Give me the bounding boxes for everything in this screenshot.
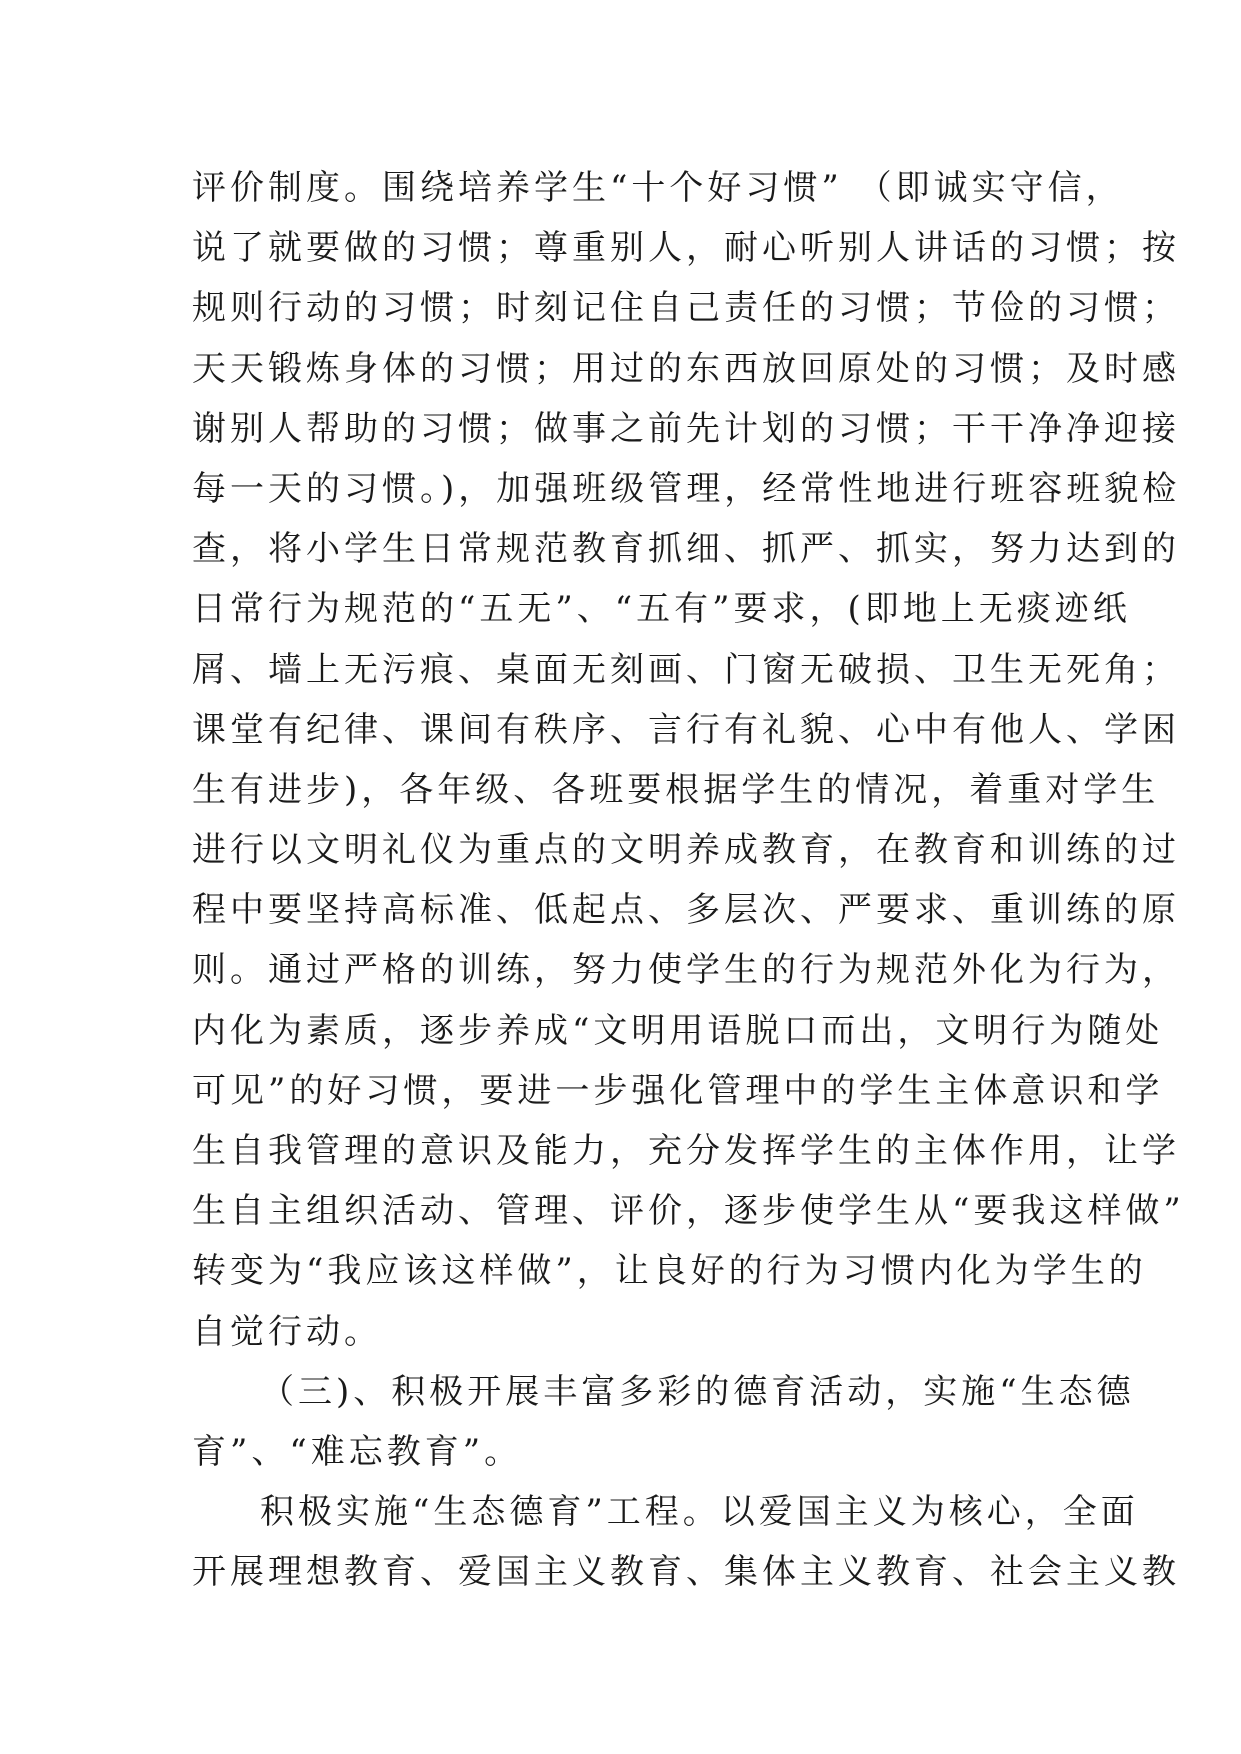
text-line: 转变为“我应该这样做”，让良好的行为习惯内化为学生的: [192, 1251, 1147, 1292]
text-line: 谢别人帮助的习惯；做事之前先计划的习惯；干干净净迎接: [192, 408, 1180, 449]
text-line: 生自主组织活动、管理、评价，逐步使学生从“要我这样做”: [192, 1191, 1185, 1232]
text-line: 规则行动的习惯；时刻记住自己责任的习惯；节俭的习惯；: [192, 288, 1180, 329]
text-line: 进行以文明礼仪为重点的文明养成教育，在教育和训练的过: [192, 830, 1180, 871]
text-line: 可见”的好习惯，要进一步强化管理中的学生主体意识和学: [192, 1070, 1164, 1111]
text-line: 生有进步)，各年级、各班要根据学生的情况，着重对学生: [192, 769, 1160, 810]
text-line: 程中要坚持高标准、低起点、多层次、严要求、重训练的原: [192, 890, 1180, 931]
text-line: 课堂有纪律、课间有秩序、言行有礼貌、心中有他人、学困: [192, 709, 1180, 750]
text-line: 屑、墙上无污痕、桌面无刻画、门窗无破损、卫生无死角；: [192, 649, 1180, 690]
text-line: 开展理想教育、爱国主义教育、集体主义教育、社会主义教: [192, 1552, 1180, 1593]
text-line: 说了就要做的习惯；尊重别人，耐心听别人讲话的习惯；按: [192, 228, 1180, 269]
text-line: 每一天的习惯。)，加强班级管理，经常性地进行班容班貌检: [192, 468, 1181, 509]
section-heading-line: （三)、积极开展丰富多彩的德育活动，实施“生态德: [260, 1371, 1135, 1412]
text-line: 日常行为规范的“五无”、“五有”要求，(即地上无痰迹纸: [192, 589, 1131, 630]
text-line: 内化为素质，逐步养成“文明用语脱口而出，文明行为随处: [192, 1010, 1164, 1051]
text-line: 评价制度。围绕培养学生“十个好习惯” （即诚实守信，: [192, 168, 1124, 208]
paragraph-first-line: 积极实施“生态德育”工程。以爱国主义为核心，全面: [260, 1492, 1139, 1533]
section-heading-line: 育”、“难忘教育”。: [192, 1431, 523, 1472]
text-line: 生自我管理的意识及能力，充分发挥学生的主体作用，让学: [192, 1131, 1180, 1171]
text-line: 天天锻炼身体的习惯；用过的东西放回原处的习惯；及时感: [192, 348, 1180, 389]
text-line: 查，将小学生日常规范教育抓细、抓严、抓实，努力达到的: [192, 529, 1180, 570]
body-text: [192, 158, 1185, 1603]
text-line: 自觉行动。: [192, 1311, 382, 1352]
text-line: 则。通过严格的训练，努力使学生的行为规范外化为行为，: [192, 950, 1180, 991]
